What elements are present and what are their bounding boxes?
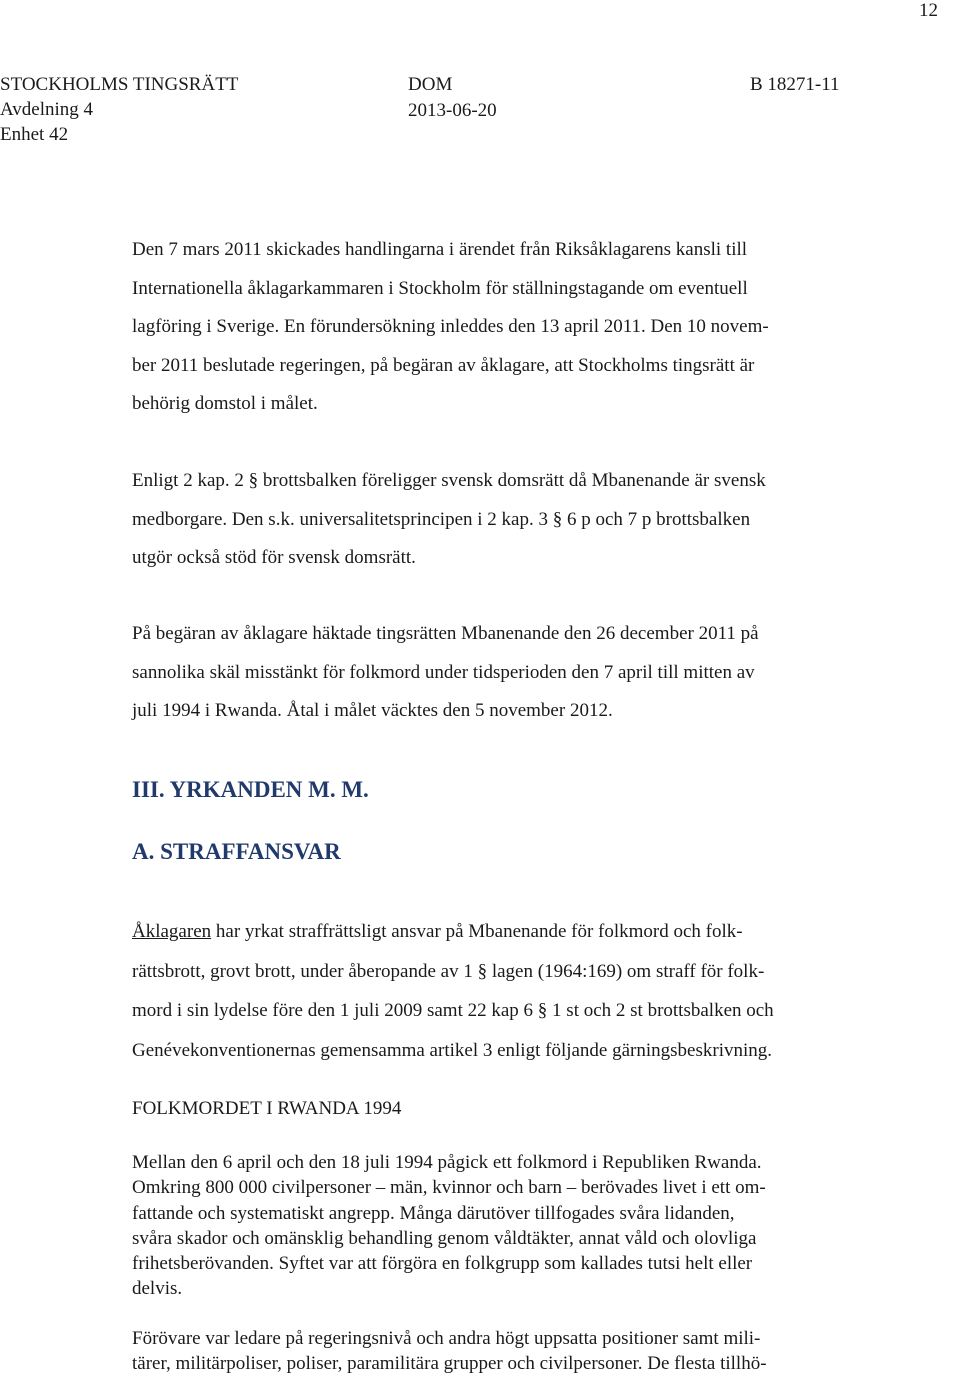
section-title: FOLKMORDET I RWANDA 1994 [132, 1098, 402, 1119]
text-line: Förövare var ledare på regeringsnivå och andra högt uppsatta positioner samt mili- [132, 1328, 761, 1349]
paragraph-jurisdiction [132, 462, 892, 578]
text-line: rättsbrott, grovt brott, under åberopande av 1 § lagen (1964:169) om straff för folk- [132, 960, 765, 982]
text-line: fattande och systematiskt angrepp. Många därutöver tillfogades svåra lidanden, [132, 1202, 735, 1224]
text-line: delvis. [132, 1278, 183, 1300]
heading-claims: III. YRKANDEN M. M. [132, 777, 369, 802]
text-line: På begäran av åklagare häktade tingsrätten Mbanenande den 26 december 2011 på [132, 623, 759, 644]
text-line: Den 7 mars 2011 skickades handlingarna i ärendet från Riksåklagarens kansli till [132, 239, 748, 260]
text-line: juli 1994 i Rwanda. Åtal i målet väcktes den 5 november 2012. [132, 700, 613, 722]
text-line: lagföring i Sverige. En förundersökning inleddes den 13 april 2011. Den 10 novem- [132, 316, 769, 338]
heading-criminal-liability: A. STRAFFANSVAR [132, 839, 341, 864]
court-name: STOCKHOLMS TINGSRÄTT [0, 74, 239, 95]
text-line: ber 2011 beslutade regeringen, på begäran av åklagare, att Stockholms tingsrätt är [132, 354, 755, 376]
text-line [132, 912, 892, 952]
prosecutor-label: Åklagaren [132, 921, 212, 942]
text-line: Mellan den 6 april och den 18 juli 1994 pågick ett folkmord i Republiken Rwanda. [132, 1152, 762, 1173]
text-line: frihetsberövanden. Syftet var att förgöra en folkgrupp som kallades tutsi helt eller [132, 1253, 753, 1275]
text-line: mord i sin lydelse före den 1 juli 2009 samt 22 kap 6 § 1 st och 2 st brottsbalken och [132, 1000, 774, 1021]
unit-name: Enhet 42 [0, 124, 69, 145]
page-number: 12 [919, 0, 938, 21]
text-line: tärer, militärpoliser, poliser, paramilitära grupper och civilpersoner. De flesta tillhö- [132, 1353, 767, 1375]
text-line: behörig domstol i målet. [132, 393, 318, 415]
paragraph-perpetrators [132, 1326, 892, 1377]
paragraph-detention [132, 615, 892, 731]
text-fragment: har yrkat straffrättsligt ansvar på Mbanenande för folkmord och folk- [211, 921, 743, 942]
text-line: sannolika skäl misstänkt för folkmord under tidsperioden den 7 april till mitten av [132, 661, 755, 683]
text-line: Internationella åklagarkammaren i Stockholm för ställningstagande om eventuell [132, 277, 748, 299]
document-type: DOM [408, 74, 453, 95]
paragraph-genocide-description [132, 1150, 892, 1302]
text-line: utgör också stöd för svensk domsrätt. [132, 547, 416, 569]
court-block [0, 72, 238, 147]
text-line: Genévekonventionernas gemensamma artikel 3 enligt följande gärningsbeskrivning. [132, 1039, 773, 1061]
division-name: Avdelning 4 [0, 99, 94, 120]
document-date: 2013-06-20 [408, 100, 497, 121]
text-line: svåra skador och omänsklig behandling genom våldtäkter, annat våld och olovliga [132, 1227, 757, 1249]
paragraph-proceedings [132, 231, 892, 424]
text-line: Omkring 800 000 civilpersoner – män, kvinnor och barn – berövades livet i ett om- [132, 1177, 766, 1199]
text-line: medborgare. Den s.k. universalitetsprincipen i 2 kap. 3 § 6 p och 7 p brottsbalken [132, 508, 751, 530]
case-number: B 18271-11 [750, 74, 840, 95]
text-line: Enligt 2 kap. 2 § brottsbalken föreligger svensk domsrätt då Mbanenande är svensk [132, 470, 766, 491]
paragraph-prosecution-claim [132, 912, 892, 1070]
